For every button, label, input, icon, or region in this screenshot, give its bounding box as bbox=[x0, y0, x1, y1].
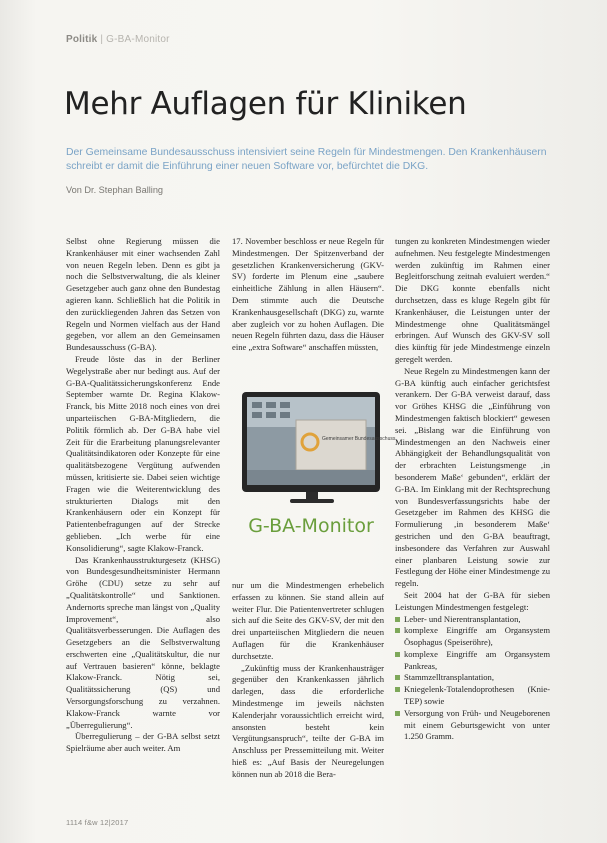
mindestmengen-list bbox=[395, 614, 550, 744]
section-label: Politik bbox=[66, 34, 98, 45]
paragraph: Freude löste das in der Berliner Wegelystraße aber nur bedingt aus. Auf der G-BA-Qualitätssicherungskonferenz Ende September warnte Dr. Regina Klakow-Franck, bis Mitte 2018 noch eines von drei unparteiischen G-BA-Mitgliedern, die Politik förmlich ab. Der G-BA habe viel Zeit für die Erarbeitung planungsrelevanter Qualitätsindikatoren oder Konzepte für eine qualitätsbezogene Vergütung aufwenden müssen, kritisierte sie. Dabei seien wichtige Fragen wie die Weiterentwicklung des strukturierten Dialogs mit den Krankenhäusern oder ein Konzept für Patientenbefragungen auf der Strecke geblieben. „Ich werbe für eine Konsolidierung“, sagte Klakow-Franck. bbox=[66, 353, 220, 553]
list-item: komplexe Eingriffe am Organsystem Pankreas, bbox=[395, 649, 550, 673]
text-column-2 bbox=[232, 236, 384, 354]
paragraph: 17. November beschloss er neue Regeln für Mindestmengen. Der Spitzenverband der gesetzlichen Krankenversicherung (GKV-SV) forderte im Plenum eine „saubere einheitliche Zählung in allen Häusern“. Dem stimmte auch die Deutsche Krankenhausgesellschaft (DKG) zu, warnte aber zugleich vor zu hohen Auflagen. Die neuen Regeln führten dazu, dass die Häuser eine „extra Software“ anschaffen müssten, bbox=[232, 236, 384, 353]
article-lead: Der Gemeinsame Bundesausschuss intensiviert seine Regeln für Mindestmengen. Den Krankenhäusern schreibt er damit die Einführung einer neuen Software vor, befürchtet die DKG. bbox=[66, 147, 547, 172]
paragraph: Seit 2004 hat der G-BA für sieben Leistungen Mindestmengen festgelegt: bbox=[395, 589, 550, 612]
pavement bbox=[247, 470, 375, 485]
text-column-3 bbox=[395, 236, 550, 743]
list-item: Leber- und Nierentransplantation, bbox=[395, 614, 550, 626]
text-column-1 bbox=[66, 236, 220, 755]
list-item: Kniegelenk-Totalendoprothesen (Knie-TEP) sowie bbox=[395, 684, 550, 708]
section-kicker bbox=[66, 34, 170, 45]
g-ba-monitor-graphic bbox=[238, 390, 396, 540]
list-item: Stammzelltransplantation, bbox=[395, 672, 550, 684]
monitor-neck bbox=[306, 492, 318, 500]
paragraph: nur um die Mindestmengen erhebelich erfassen zu können. Sie stand allein auf weiter Flur. Die Patientenvertreter schlugen sich auf die Seite des GKV-SV, der mit den drei unparteiischen Mitgliedern die neuen Auflagen für die Krankenhäuser durchsetzte. bbox=[232, 580, 384, 661]
paragraph: Das Krankenhausstrukturgesetz (KHSG) von Bundesgesundheitsminister Hermann Gröhe (CDU) setze zu sehr auf „Qualitätskontrolle“ und Sanktionen. Andernorts spreche man längst von „Quality Improvement“, also Qualitätsverbesserungen. Die Auflagen des Gesetzgebers an die Selbstverwaltung erschwerten eine „Qualitätskultur, die nur auf Vertrauen basieren“ könne, beklagte Klakow-Franck. Nötig sei, Qualitätssicherung (QS) und Versorgungsforschung zu verzahnen. Klakow-Franck warnte vor „Überregulierung“. bbox=[66, 554, 220, 730]
page-footer: 1114 f&w 12|2017 bbox=[66, 818, 129, 827]
list-item: Versorgung von Früh- und Neugeborenen mit einem Geburtsgewicht von unter 1.250 Gramm. bbox=[395, 708, 550, 743]
paragraph: „Zukünftig muss der Krankenhausträger gegenüber den Krankenkassen jährlich darlegen, dass die erforderliche Mindestmenge im jeweils nächsten Kalenderjahr voraussichtlich erreicht wird, ansonsten besteht kein Vergütungsanspruch“, teilte der G-BA im Anschluss per Pressemitteilung mit. Weiter hieß es: „Auf Basis der Neuregelungen können nun ab 2018 die Bera- bbox=[232, 662, 384, 779]
article-byline: Von Dr. Stephan Balling bbox=[66, 185, 164, 195]
paragraph: tungen zu konkreten Mindestmengen wieder aufnehmen. Neu festgelegte Mindestmengen werden zukünftig im Rahmen einer Begleitforschung zeitnah evaluiert werden.“ Die DKG konnte ebenfalls nicht durchsetzen, dass es kluge Regeln gibt für Krankenhäuser, die Leistungen unter der Mindestmenge ohne Qualitätsmängel erbringen. Auf Wunsch des GKV-SV soll dies künftig für jede Mindestmenge einzeln geregelt werden. bbox=[395, 236, 550, 364]
kicker-separator: | bbox=[100, 34, 107, 45]
paragraph: Überregulierung – der G-BA selbst setzt Spielräume aber auch weiter. Am bbox=[66, 731, 220, 754]
monitor-stand bbox=[290, 499, 334, 503]
article-title: Mehr Auflagen für Kliniken bbox=[64, 86, 467, 122]
sign-text: Gemeinsamer Bundesausschuss bbox=[322, 436, 396, 442]
subsection-label: G-BA-Monitor bbox=[106, 34, 170, 45]
sign-panel bbox=[296, 420, 366, 470]
list-item: komplexe Eingriffe am Organsystem Ösophagus (Speiseröhre), bbox=[395, 625, 550, 649]
text-column-2-continued bbox=[232, 580, 384, 781]
paragraph: Neue Regeln zu Mindestmengen kann der G-BA künftig auch einfacher gerichtsfest verankern. Der G-BA verweist darauf, dass vor Gröhes KHSG die „Einführung von Mindestmengen faktisch blockiert“ gewesen sei. „Bislang war die Einführung von Mindestmengen an den Nachweis einer Abhängigkeit der Behandlungsqualität von der erbrachten Leistungsmenge ‚in besonderem Maße‘ gebunden“, erklärt der G-BA. Im Einklang mit der Rechtsprechung von Bundesverfassungsrichts habe der Gesetzgeber im Rahmen des KHSG die Formulierung ‚in besonderem Maße‘ gestrichen und den G-BA beauftragt, insbesondere das Verfahren zur Auswahl einer planbaren Leistung sowie zur Festlegung der Höhe einer Mindestmenge zu regeln. bbox=[395, 365, 550, 589]
paragraph: Selbst ohne Regierung müssen die Krankenhäuser mit einer wachsenden Zahl von neuen Regeln leben. Denn es gibt ja noch die Selbstverwaltung, die als kleiner Gesetzgeber auch ganz ohne den Bundestag agieren kann. Schließlich hat die Politik in den zurückliegenden Jahren das Setzen von Regeln und Normen vielfach aus der Hand gegeben, vor allem an den Gemeinsamen Bundesausschuss (G-BA). bbox=[66, 236, 220, 353]
monitor-label: G-BA-Monitor bbox=[248, 515, 374, 537]
